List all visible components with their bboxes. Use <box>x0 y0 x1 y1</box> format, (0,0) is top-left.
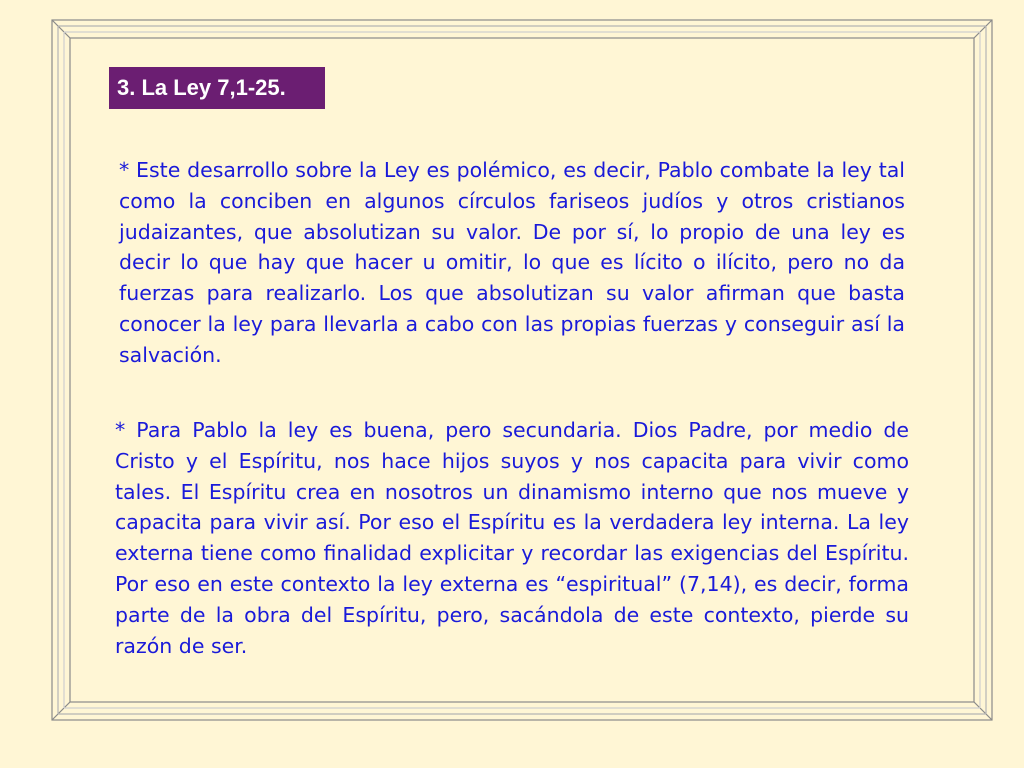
paragraph-1: * Este desarrollo sobre la Ley es polémico, es decir, Pablo combate la ley tal como la conciben en algunos círculos fariseos judíos y otros cristianos judaizantes, que absolutizan su valor. De por sí, lo propio de una ley es decir lo que hay que hacer u omitir, lo que es lícito o ilícito, pero no da fuerzas para realizarlo. Los que absolutizan su valor afirman que basta conocer la ley para llevarla a cabo con las propias fuerzas y conseguir así la salvación. <box>119 158 905 367</box>
slide-title: 3. La Ley 7,1-25. <box>109 67 325 109</box>
paragraph-2: * Para Pablo la ley es buena, pero secundaria. Dios Padre, por medio de Cristo y el Espíritu, nos hace hijos suyos y nos capacita para vivir como tales. El Espíritu crea en nosotros un dinamismo interno que nos mueve y capacita para vivir así. Por eso el Espíritu es la verdadera ley interna. La ley externa tiene como finalidad explicitar y recordar las exigencias del Espíritu. Por eso en este contexto la ley externa es “espiritual” (7,14), es decir, forma parte de la obra del Espíritu, pero, sacándola de este contexto, pierde su razón de ser. <box>115 418 909 658</box>
